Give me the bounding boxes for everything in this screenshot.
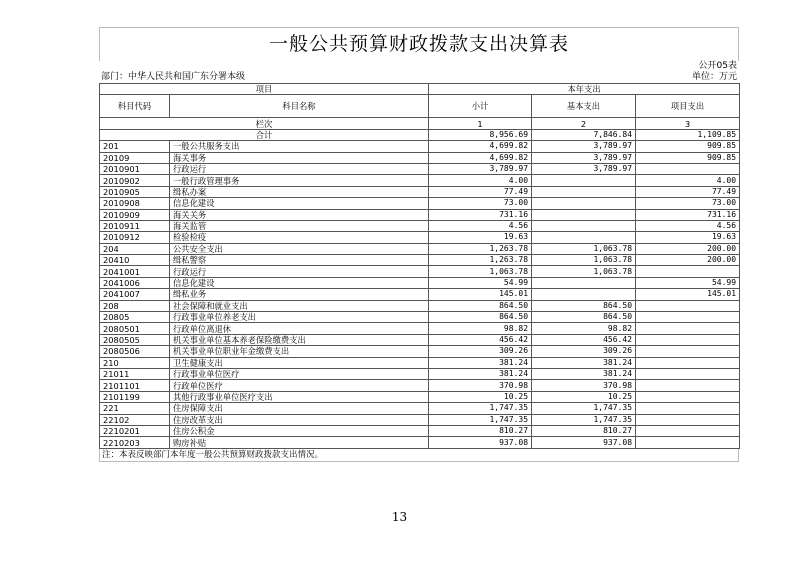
form-code: 公开05表	[698, 61, 737, 71]
row-name: 行政运行	[170, 266, 429, 277]
row-basic: 3,789.97	[532, 152, 636, 163]
row-name: 一般公共服务支出	[170, 141, 429, 152]
row-name: 行政事业单位养老支出	[170, 312, 429, 323]
header-row-1	[100, 84, 740, 95]
row-name: 卫生健康支出	[170, 357, 429, 368]
row-basic	[532, 220, 636, 231]
row-basic: 937.08	[532, 437, 636, 448]
row-name: 检验检疫	[170, 232, 429, 243]
budget-sheet	[99, 27, 739, 462]
column-number-2: 2	[532, 118, 636, 129]
row-basic	[532, 277, 636, 288]
row-project	[636, 312, 740, 323]
row-subtotal: 370.98	[429, 380, 532, 391]
row-subtotal: 98.82	[429, 323, 532, 334]
row-basic: 810.27	[532, 425, 636, 436]
row-basic: 1,747.35	[532, 414, 636, 425]
row-project: 4.00	[636, 175, 740, 186]
row-subtotal: 73.00	[429, 198, 532, 209]
row-subtotal: 810.27	[429, 425, 532, 436]
column-number-row	[100, 118, 740, 129]
row-name: 其他行政事业单位医疗支出	[170, 391, 429, 402]
table-row	[100, 198, 740, 209]
table-row	[100, 437, 740, 448]
department-label: 部门：中华人民共和国广东分署本级	[101, 72, 246, 82]
row-basic: 10.25	[532, 391, 636, 402]
row-subtotal: 1,263.78	[429, 255, 532, 266]
row-code: 2010908	[100, 198, 170, 209]
row-project	[636, 425, 740, 436]
row-subtotal: 19.63	[429, 232, 532, 243]
row-subtotal: 4,699.82	[429, 141, 532, 152]
total-basic: 7,846.84	[532, 129, 636, 140]
row-code: 22102	[100, 414, 170, 425]
row-code: 2041007	[100, 289, 170, 300]
row-code: 201	[100, 141, 170, 152]
table-row	[100, 175, 740, 186]
row-name: 一般行政管理事务	[170, 175, 429, 186]
table-row	[100, 232, 740, 243]
row-name: 信息化建设	[170, 198, 429, 209]
row-code: 221	[100, 403, 170, 414]
row-basic	[532, 232, 636, 243]
column-number-1: 1	[429, 118, 532, 129]
row-project	[636, 414, 740, 425]
row-code: 208	[100, 300, 170, 311]
row-code: 2010902	[100, 175, 170, 186]
row-subtotal: 1,747.35	[429, 403, 532, 414]
header-subtotal: 小计	[429, 95, 532, 118]
row-code: 2010909	[100, 209, 170, 220]
header-current-year: 本年支出	[429, 84, 740, 95]
row-code: 2041006	[100, 277, 170, 288]
row-basic	[532, 198, 636, 209]
row-code: 20109	[100, 152, 170, 163]
row-project: 77.49	[636, 186, 740, 197]
row-name: 缉私办案	[170, 186, 429, 197]
row-project	[636, 368, 740, 379]
row-name: 住房公积金	[170, 425, 429, 436]
row-subtotal: 309.26	[429, 346, 532, 357]
row-project: 200.00	[636, 243, 740, 254]
row-project: 909.85	[636, 141, 740, 152]
table-row	[100, 403, 740, 414]
row-project	[636, 391, 740, 402]
row-name: 信息化建设	[170, 277, 429, 288]
table-row	[100, 152, 740, 163]
row-basic	[532, 209, 636, 220]
row-project	[636, 403, 740, 414]
row-project: 19.63	[636, 232, 740, 243]
expenditure-table	[99, 83, 740, 449]
header-code: 科目代码	[100, 95, 170, 118]
row-code: 20410	[100, 255, 170, 266]
row-basic: 381.24	[532, 368, 636, 379]
row-basic: 3,789.97	[532, 141, 636, 152]
table-row	[100, 266, 740, 277]
table-row	[100, 255, 740, 266]
unit-label: 单位：万元	[691, 72, 737, 82]
row-project: 73.00	[636, 198, 740, 209]
table-row	[100, 277, 740, 288]
row-name: 社会保障和就业支出	[170, 300, 429, 311]
row-code: 2010901	[100, 163, 170, 174]
row-code: 204	[100, 243, 170, 254]
row-project	[636, 380, 740, 391]
table-row	[100, 414, 740, 425]
row-name: 住房改革支出	[170, 414, 429, 425]
row-subtotal: 381.24	[429, 357, 532, 368]
header-row-2	[100, 95, 740, 118]
row-code: 2010912	[100, 232, 170, 243]
row-basic	[532, 289, 636, 300]
row-code: 2210201	[100, 425, 170, 436]
table-note: 注：本表反映部门本年度一般公共预算财政拨款支出情况。	[99, 449, 739, 462]
table-row	[100, 289, 740, 300]
header-project: 项目	[100, 84, 429, 95]
header-project-expenditure: 项目支出	[636, 95, 740, 118]
row-name: 机关事业单位职业年金缴费支出	[170, 346, 429, 357]
row-basic: 381.24	[532, 357, 636, 368]
row-basic: 309.26	[532, 346, 636, 357]
row-basic: 456.42	[532, 334, 636, 345]
column-number-label: 栏次	[100, 118, 429, 129]
row-basic: 1,747.35	[532, 403, 636, 414]
row-name: 行政运行	[170, 163, 429, 174]
row-code: 2080501	[100, 323, 170, 334]
page-title: 一般公共预算财政拨款支出决算表	[99, 27, 739, 61]
row-subtotal: 864.50	[429, 312, 532, 323]
table-row	[100, 163, 740, 174]
row-subtotal: 145.01	[429, 289, 532, 300]
row-subtotal: 1,747.35	[429, 414, 532, 425]
row-subtotal: 381.24	[429, 368, 532, 379]
table-row	[100, 346, 740, 357]
table-row	[100, 357, 740, 368]
row-subtotal: 10.25	[429, 391, 532, 402]
row-project	[636, 334, 740, 345]
table-row	[100, 220, 740, 231]
row-code: 2101199	[100, 391, 170, 402]
row-basic: 1,063.78	[532, 243, 636, 254]
table-row	[100, 209, 740, 220]
row-basic: 1,063.78	[532, 266, 636, 277]
table-row	[100, 323, 740, 334]
table-row	[100, 243, 740, 254]
row-project: 145.01	[636, 289, 740, 300]
row-basic: 370.98	[532, 380, 636, 391]
row-code: 20805	[100, 312, 170, 323]
row-name: 公共安全支出	[170, 243, 429, 254]
row-code: 2210203	[100, 437, 170, 448]
page-number: 13	[391, 510, 408, 524]
row-name: 缉私业务	[170, 289, 429, 300]
row-code: 2101101	[100, 380, 170, 391]
row-basic: 864.50	[532, 300, 636, 311]
row-name: 机关事业单位基本养老保险缴费支出	[170, 334, 429, 345]
row-name: 海关监管	[170, 220, 429, 231]
row-subtotal: 456.42	[429, 334, 532, 345]
row-name: 行政单位离退休	[170, 323, 429, 334]
row-project	[636, 163, 740, 174]
row-code: 210	[100, 357, 170, 368]
table-row	[100, 312, 740, 323]
row-basic: 3,789.97	[532, 163, 636, 174]
row-basic: 98.82	[532, 323, 636, 334]
row-subtotal: 937.08	[429, 437, 532, 448]
row-subtotal: 4.00	[429, 175, 532, 186]
row-code: 2080505	[100, 334, 170, 345]
table-row	[100, 425, 740, 436]
row-project: 909.85	[636, 152, 740, 163]
row-project: 4.56	[636, 220, 740, 231]
row-name: 购房补贴	[170, 437, 429, 448]
row-basic: 864.50	[532, 312, 636, 323]
department-row	[99, 72, 739, 83]
table-row	[100, 186, 740, 197]
row-code: 21011	[100, 368, 170, 379]
row-subtotal: 4.56	[429, 220, 532, 231]
row-subtotal: 77.49	[429, 186, 532, 197]
row-name: 行政事业单位医疗	[170, 368, 429, 379]
table-row	[100, 334, 740, 345]
row-subtotal: 731.16	[429, 209, 532, 220]
table-row	[100, 380, 740, 391]
row-subtotal: 1,263.78	[429, 243, 532, 254]
row-code: 2010905	[100, 186, 170, 197]
column-number-3: 3	[636, 118, 740, 129]
form-code-row	[99, 61, 739, 72]
table-row	[100, 391, 740, 402]
row-project	[636, 346, 740, 357]
row-basic: 1,063.78	[532, 255, 636, 266]
row-subtotal: 4,699.82	[429, 152, 532, 163]
row-name: 住房保障支出	[170, 403, 429, 414]
row-project: 54.99	[636, 277, 740, 288]
header-name: 科目名称	[170, 95, 429, 118]
table-row	[100, 300, 740, 311]
row-basic	[532, 175, 636, 186]
row-subtotal: 1,063.78	[429, 266, 532, 277]
table-row	[100, 368, 740, 379]
row-project	[636, 300, 740, 311]
row-project	[636, 266, 740, 277]
row-subtotal: 3,789.97	[429, 163, 532, 174]
header-basic: 基本支出	[532, 95, 636, 118]
row-subtotal: 54.99	[429, 277, 532, 288]
row-project	[636, 437, 740, 448]
row-name: 行政单位医疗	[170, 380, 429, 391]
total-project: 1,109.85	[636, 129, 740, 140]
row-basic	[532, 186, 636, 197]
row-code: 2041001	[100, 266, 170, 277]
row-name: 海关事务	[170, 152, 429, 163]
row-subtotal: 864.50	[429, 300, 532, 311]
row-project	[636, 323, 740, 334]
total-subtotal: 8,956.69	[429, 129, 532, 140]
row-code: 2010911	[100, 220, 170, 231]
row-project: 200.00	[636, 255, 740, 266]
table-row	[100, 141, 740, 152]
total-row	[100, 129, 740, 140]
row-project: 731.16	[636, 209, 740, 220]
row-name: 海关关务	[170, 209, 429, 220]
row-project	[636, 357, 740, 368]
total-label: 合计	[100, 129, 429, 140]
row-code: 2080506	[100, 346, 170, 357]
row-name: 缉私警察	[170, 255, 429, 266]
